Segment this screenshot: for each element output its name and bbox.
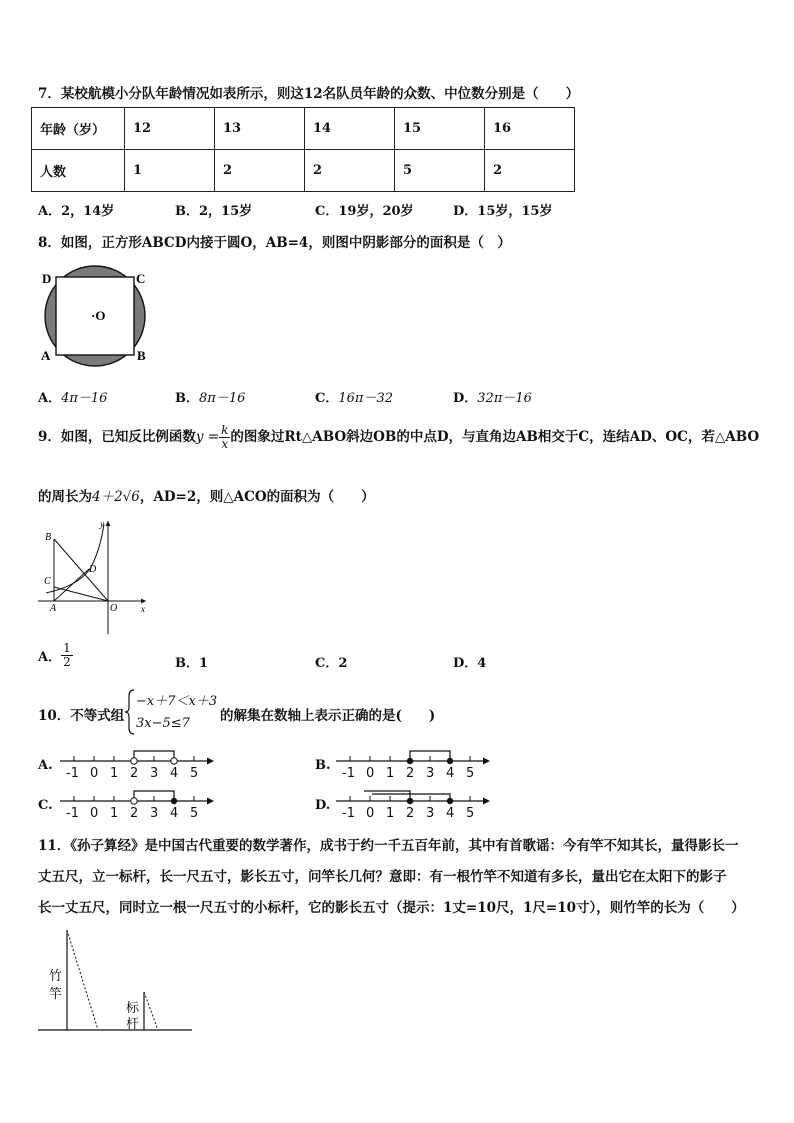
q10-option-c-letter: C. <box>38 798 53 813</box>
q7-option-a: A．2，14岁 <box>38 204 115 219</box>
q11-figure <box>36 922 196 1037</box>
q9-option-c: C．2 <box>315 656 348 671</box>
number-line-c <box>58 784 218 820</box>
tick-label: 2 <box>130 806 139 820</box>
q11-line-1: 11．《孙子算经》是中国古代重要的数学著作，成书于约一千五百年前，其中有首歌谣：今有竿不知其长，量得影长一 <box>38 838 739 854</box>
inequality-2: 3x−5≤7 <box>136 716 190 731</box>
tick-label: -1 <box>342 766 355 780</box>
tick-label: 4 <box>446 766 455 780</box>
open-dot-2 <box>131 758 137 764</box>
label-c: C <box>44 576 51 587</box>
number-line-d <box>334 784 494 820</box>
table-cell: 2 <box>305 150 395 192</box>
tick-label: -1 <box>66 806 79 820</box>
pole-label-2: 竿 <box>49 987 63 1002</box>
q7-option-c: C．19岁，20岁 <box>315 204 414 219</box>
table-cell: 12 <box>125 108 215 150</box>
tick-label: 1 <box>110 766 119 780</box>
q7-stem: 7．某校航模小分队年龄情况如表所示，则这12名队员年龄的众数、中位数分别是（ ） <box>38 86 580 102</box>
tick-label: 4 <box>446 806 455 820</box>
number-line-a <box>58 744 218 780</box>
q8-option-b: B．8π－16 <box>175 391 246 406</box>
q11-line-2: 丈五尺，立一标杆，长一尺五寸，影长五寸，问竿长几何？意即：有一根竹竿不知道有多长，量出它在太阳下的影子 <box>38 869 727 885</box>
table-count-label: 人数 <box>32 150 125 192</box>
sun-ray-pole <box>67 930 98 1030</box>
tick-label: 2 <box>406 806 415 820</box>
table-cell: 15 <box>395 108 485 150</box>
rod-label-1: 标 <box>126 1001 140 1016</box>
label-x: x <box>141 604 145 614</box>
q8-option-d: D．32π－16 <box>453 391 532 406</box>
table-cell: 16 <box>485 108 575 150</box>
open-dot-4 <box>171 758 177 764</box>
table-cell: 1 <box>125 150 215 192</box>
tick-label: -1 <box>66 766 79 780</box>
tick-label: 3 <box>426 766 435 780</box>
open-dot-2 <box>131 798 137 804</box>
label-o: O <box>110 603 118 614</box>
tick-label: 1 <box>110 806 119 820</box>
tick-label: 2 <box>130 766 139 780</box>
ray-left <box>364 791 410 801</box>
q9-option-a: A． $\frac{1}{2}$ <box>38 641 71 669</box>
table-cell: 13 <box>215 108 305 150</box>
sun-ray-rod <box>144 992 158 1030</box>
side-bo <box>54 539 108 601</box>
tick-label: 5 <box>190 806 199 820</box>
solid-dot-2 <box>407 758 413 764</box>
tick-label: 0 <box>366 806 375 820</box>
label-d: D <box>89 564 97 575</box>
hyperbola-curve <box>46 524 104 593</box>
label-b: B <box>45 532 52 543</box>
q9-figure <box>38 516 153 636</box>
table-cell: 2 <box>215 150 305 192</box>
tick-label: 4 <box>170 806 179 820</box>
tick-label: 1 <box>386 806 395 820</box>
label-a: A <box>41 348 51 363</box>
q9-stem: 9．如图，已知反比例函数y = $\frac{k}{x}$ 的图象过Rt△ABO斜边OB的中点D，与直角边AB相交于C，连结AD、OC，若△ABO <box>38 423 760 451</box>
tick-label: 5 <box>466 806 475 820</box>
axis-arrow <box>207 798 214 805</box>
q10-option-a-letter: A. <box>38 758 53 773</box>
tick-label: 4 <box>170 766 179 780</box>
axis-arrow <box>207 758 214 765</box>
q10-option-b-letter: B. <box>315 758 331 773</box>
axis-arrow <box>483 758 490 765</box>
label-c: C <box>136 271 146 286</box>
q9-option-d: D．4 <box>453 656 487 671</box>
x-axis-arrow <box>141 599 146 604</box>
solid-dot-4 <box>171 798 177 804</box>
solid-dot-2 <box>407 798 413 804</box>
q9-option-b: B．1 <box>175 656 209 671</box>
table-cell: 5 <box>395 150 485 192</box>
y-axis-arrow <box>106 521 111 526</box>
q8-stem: 8．如图，正方形ABCD内接于圆O，AB=4，则图中阴影部分的面积是（ ） <box>38 235 511 251</box>
tick-label: 1 <box>386 766 395 780</box>
solid-dot-4 <box>447 758 453 764</box>
label-a: A <box>50 603 57 614</box>
tick-label: 3 <box>150 806 159 820</box>
label-d: D <box>42 271 52 286</box>
table-cell: 14 <box>305 108 395 150</box>
table-row <box>32 108 575 150</box>
q7-option-d: D．15岁，15岁 <box>453 204 553 219</box>
label-b: B <box>137 348 146 363</box>
table-header-label: 年龄（岁） <box>32 108 125 150</box>
q8-option-a: A．4π－16 <box>38 391 108 406</box>
table-row <box>32 150 575 192</box>
label-y: y <box>100 519 104 529</box>
solid-dot-4 <box>447 798 453 804</box>
q9-stem-line2: 的周长为4＋2√6，AD=2，则△ACO的面积为（ ） <box>38 489 375 505</box>
tick-label: 5 <box>466 766 475 780</box>
q7-option-b: B．2，15岁 <box>175 204 253 219</box>
number-line-b <box>334 744 494 780</box>
rod-label-2: 杆 <box>126 1017 140 1032</box>
q8-option-c: C．16π－32 <box>315 391 393 406</box>
inequality-1: −x＋7＜x＋3 <box>136 694 218 709</box>
q8-figure <box>35 258 160 368</box>
table-cell: 2 <box>485 150 575 192</box>
tick-label: 5 <box>190 766 199 780</box>
tick-label: 0 <box>90 806 99 820</box>
axis-arrow <box>483 798 490 805</box>
tick-label: 0 <box>90 766 99 780</box>
segment-ad <box>54 569 89 601</box>
tick-label: 0 <box>366 766 375 780</box>
tick-label: 2 <box>406 766 415 780</box>
pole-label-1: 竹 <box>49 969 63 984</box>
q10-option-d-letter: D. <box>315 798 331 813</box>
q10-stem-post: 的解集在数轴上表示正确的是( ) <box>220 708 436 724</box>
q7-age-table <box>31 107 575 192</box>
q10-stem-pre: 10．不等式组 <box>38 708 125 724</box>
tick-label: -1 <box>342 806 355 820</box>
tick-label: 3 <box>426 806 435 820</box>
tick-label: 3 <box>150 766 159 780</box>
label-o: ·O <box>91 308 106 323</box>
q11-line-3: 长一丈五尺，同时立一根一尺五寸的小标杆，它的影长五寸（提示：1丈=10尺，1尺=10寸），则竹竿的长为（ ） <box>38 900 745 916</box>
